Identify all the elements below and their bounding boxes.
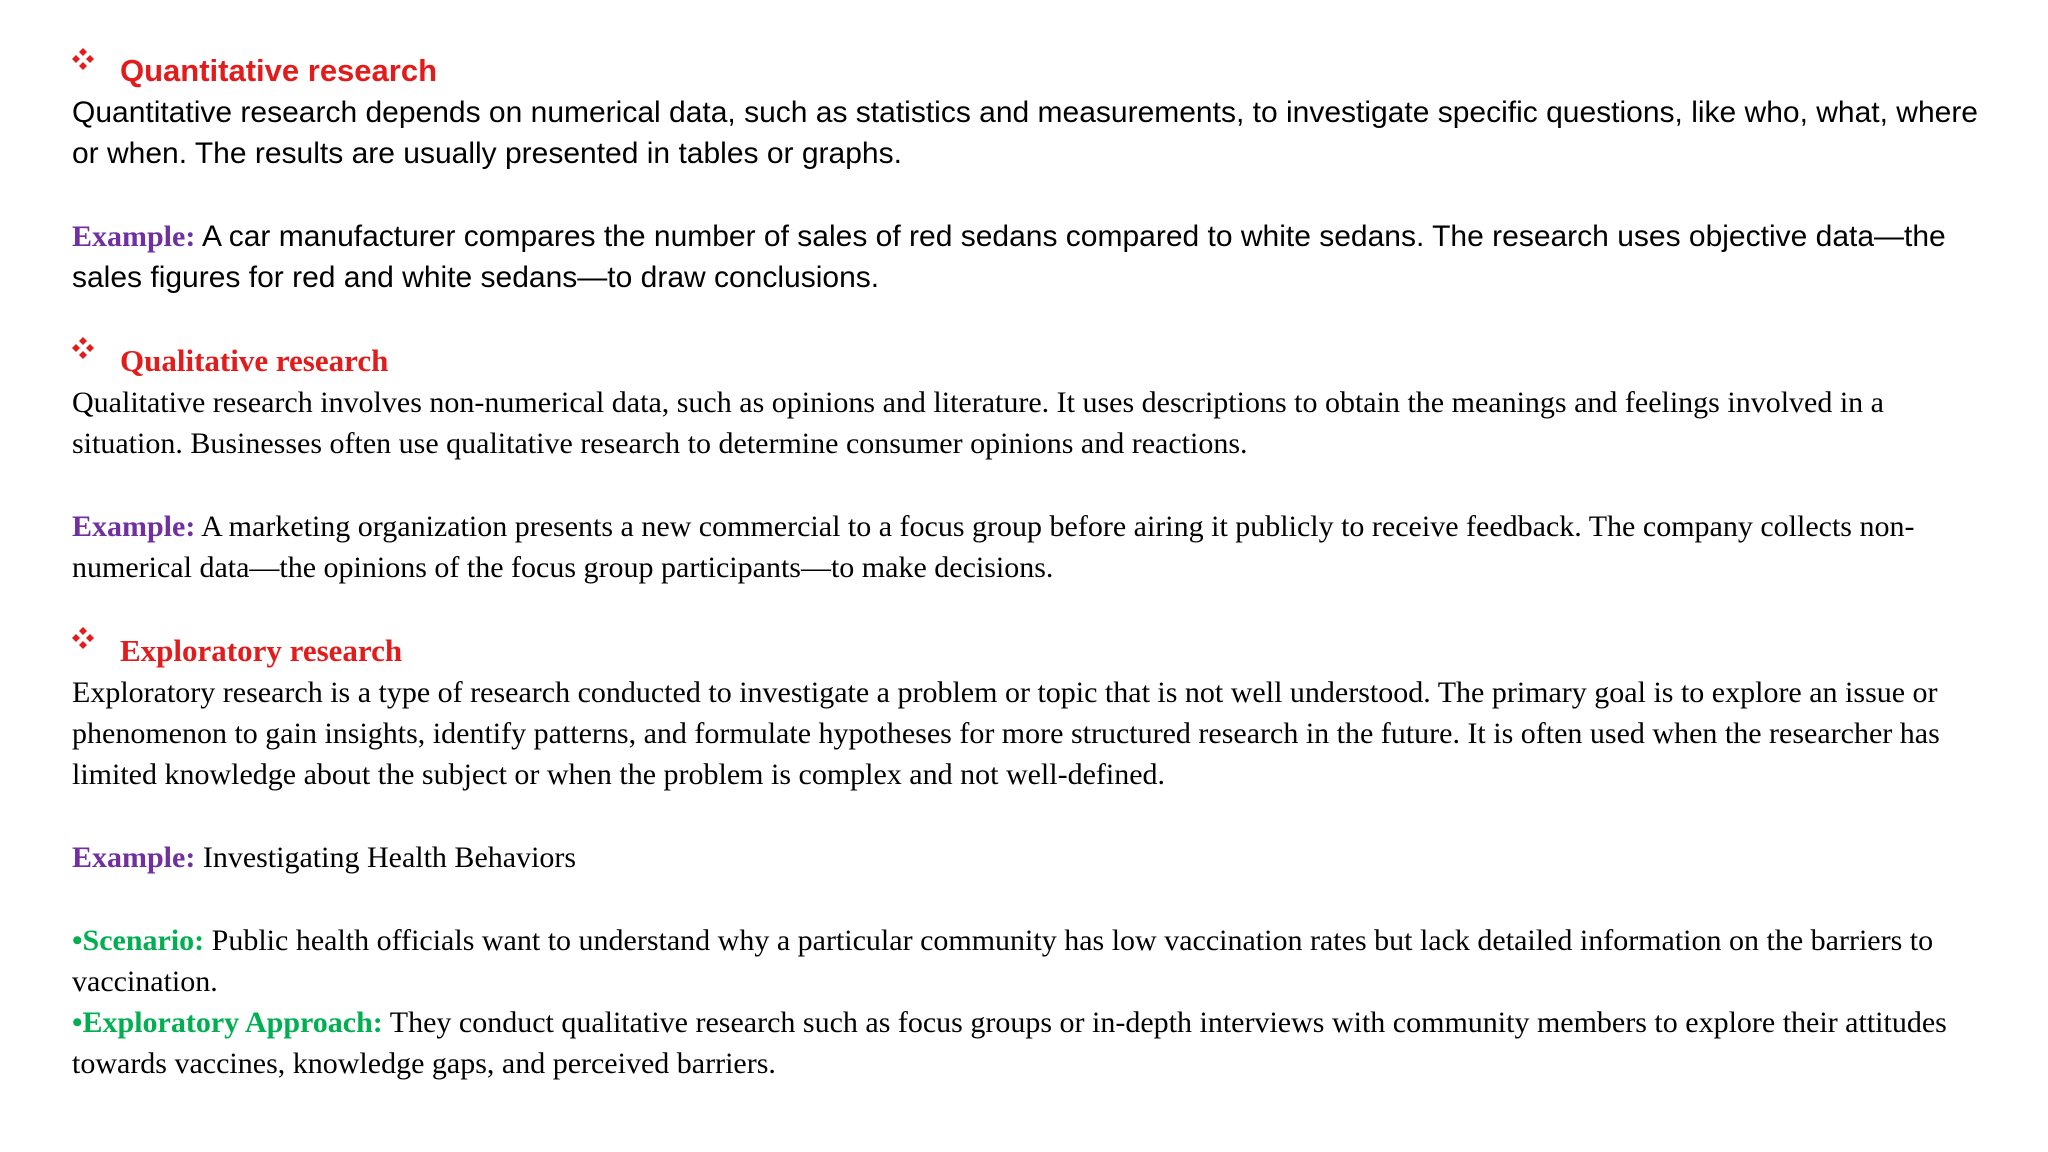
- example-paragraph: [72, 216, 1992, 298]
- example-text: Investigating Health Behaviors: [195, 841, 577, 874]
- example-paragraph: [72, 837, 1992, 878]
- example-paragraph: [72, 506, 1992, 588]
- section-exploratory: [72, 630, 1992, 1084]
- scenario-text: Public health officials want to understand why a particular community has low vaccination rates but lack detailed information on the barriers to vaccination.: [72, 924, 1934, 998]
- diamond-bullet-icon: [72, 620, 120, 662]
- diamond-bullet-icon: [72, 330, 120, 372]
- section-quantitative: [72, 50, 1992, 340]
- approach-text: They conduct qualitative research such as focus groups or in-depth interviews with community members to explore their attitudes towards vaccines, knowledge gaps, and perceived barriers.: [72, 1006, 1947, 1080]
- approach-label: •Exploratory Approach:: [72, 1006, 383, 1039]
- approach-item: [72, 1002, 1992, 1084]
- example-label: Example:: [72, 841, 196, 874]
- example-label: Example:: [72, 220, 196, 253]
- section-body: Exploratory research is a type of research conducted to investigate a problem or topic that is not well understood. The primary goal is to explore an issue or phenomenon to gain insights, identify patterns, and formulate hypotheses for more structured research in the future. It is often used when the researcher has limited knowledge about the subject or when the problem is complex and not well-defined.: [72, 676, 1940, 791]
- heading-text: Exploratory research: [120, 633, 403, 668]
- scenario-item: [72, 920, 1992, 1002]
- example-label: Example:: [72, 510, 196, 543]
- example-text: A marketing organization presents a new commercial to a focus group before airing it publicly to receive feedback. The company collects non-numerical data—the opinions of the focus group participants—to make decisions.: [72, 510, 1915, 584]
- section-heading: [72, 340, 1992, 382]
- section-body: Qualitative research involves non-numerical data, such as opinions and literature. It uses descriptions to obtain the meanings and feelings involved in a situation. Businesses often use qualitative research to determine consumer opinions and reactions.: [72, 386, 1884, 460]
- section-body: Quantitative research depends on numerical data, such as statistics and measurements, to investigate specific questions, like who, what, where or when. The results are usually presented in tables or graphs.: [72, 96, 1978, 170]
- heading-text: Qualitative research: [120, 343, 389, 378]
- section-qualitative: [72, 340, 1992, 630]
- example-text: A car manufacturer compares the number of sales of red sedans compared to white sedans. The research uses objective data—the sales figures for red and white sedans—to draw conclusions.: [72, 220, 1946, 294]
- slide-content: [72, 50, 1992, 1084]
- diamond-bullet-icon: [72, 40, 120, 82]
- scenario-label: •Scenario:: [72, 924, 205, 957]
- section-heading: [72, 50, 1992, 92]
- heading-text: Quantitative research: [120, 53, 438, 88]
- section-heading: [72, 630, 1992, 672]
